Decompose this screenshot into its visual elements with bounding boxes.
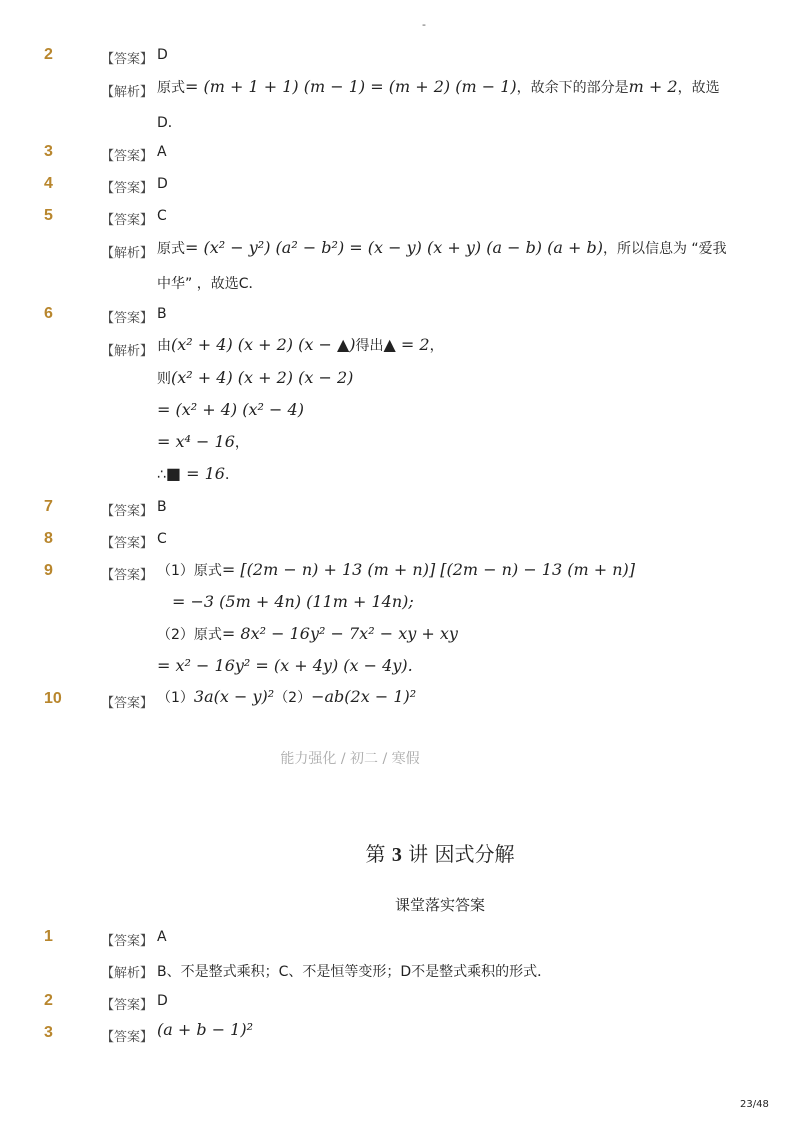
question-number: 4 (44, 175, 53, 192)
answer-tag: 【答案】 (101, 696, 154, 711)
analysis-text: ，故选 (677, 80, 720, 96)
answer-tag: 【答案】 (101, 1030, 154, 1045)
answer-value: A (157, 929, 167, 945)
analysis-line (157, 432, 249, 452)
answer-math: = −3 (5m + 4n) (11m + 14n); (172, 592, 414, 611)
analysis-line (157, 400, 304, 419)
answer-value: D (157, 993, 168, 1009)
question-number: 3 (44, 143, 53, 160)
analysis-line (157, 368, 353, 388)
question-number: 2 (44, 46, 53, 63)
analysis-text: 原式 (157, 241, 185, 257)
answer-line (157, 656, 413, 675)
answer-tag: 【答案】 (101, 149, 154, 164)
analysis-tag: 【解析】 (101, 966, 154, 981)
lecture-title-pre: 第 (365, 842, 386, 866)
analysis-math: m + 2 (628, 77, 678, 96)
answer-tag: 【答案】 (101, 213, 154, 228)
answer-tag: 【答案】 (101, 536, 154, 551)
lecture-number: 3 (391, 844, 402, 866)
question-number: 7 (44, 498, 53, 515)
analysis-text: ， (429, 338, 444, 354)
answer-tag: 【答案】 (101, 52, 154, 67)
analysis-text: 由 (157, 338, 171, 354)
answer-tag: 【答案】 (101, 998, 154, 1013)
analysis-math: = (x² − y²) (a² − b²) = (x − y) (x + y) (a − b) (a + b) (185, 238, 603, 257)
answer-value: D (157, 47, 168, 63)
analysis-text: 则 (157, 371, 171, 387)
analysis-math: = x⁴ − 16 (157, 432, 235, 451)
analysis-text: ． (224, 467, 239, 483)
question-number: 3 (44, 1024, 53, 1041)
answer-line (157, 624, 458, 644)
analysis-text: 得出 (355, 338, 384, 354)
answer-value: C (157, 531, 167, 547)
analysis-line: D． (157, 115, 182, 131)
answer-line (172, 592, 414, 611)
answer-text: （2） (274, 690, 312, 706)
analysis-text: ， (234, 435, 249, 451)
answer-math: = 8x² − 16y² − 7x² − xy + xy (221, 624, 458, 643)
answer-text: （1）原式 (157, 563, 222, 579)
answer-text: （1） (157, 690, 194, 706)
answer-value: B (157, 306, 167, 322)
question-number: 10 (44, 690, 62, 707)
question-number: 9 (44, 562, 53, 579)
lecture-title-post: 讲 因式分解 (408, 842, 515, 866)
analysis-tag: 【解析】 (101, 85, 154, 100)
analysis-math: ▲ = 2 (383, 335, 430, 354)
answer-math: (a + b − 1)² (157, 1020, 254, 1039)
analysis-line (157, 77, 720, 97)
analysis-line (157, 238, 727, 258)
answer-line (157, 687, 416, 707)
analysis-tag: 【解析】 (101, 246, 154, 261)
analysis-math: = (x² + 4) (x² − 4) (157, 400, 304, 419)
answer-math: = x² − 16y² = (x + 4y) (x − 4y). (157, 656, 413, 675)
answer-tag: 【答案】 (101, 504, 154, 519)
analysis-math: ■ = 16 (165, 464, 225, 483)
analysis-line (157, 335, 444, 355)
analysis-line: 中华” ，故选C． (157, 276, 263, 292)
answer-tag: 【答案】 (101, 311, 154, 326)
answer-value: D (157, 176, 168, 192)
question-number: 1 (44, 928, 53, 945)
analysis-math: = (m + 1 + 1) (m − 1) = (m + 2) (m − 1) (185, 77, 517, 96)
answer-value: C (157, 208, 167, 224)
question-number: 2 (44, 992, 53, 1009)
question-number: 5 (44, 207, 53, 224)
answer-tag: 【答案】 (101, 181, 154, 196)
analysis-text: B、不是整式乘积；C、不是恒等变形；D不是整式乘积的形式． (157, 964, 552, 980)
answer-math: = [(2m − n) + 13 (m + n)] [(2m − n) − 13 (m + n)] (221, 560, 636, 579)
analysis-text: ，所以信息为 “爱我 (602, 241, 727, 257)
answer-tag: 【答案】 (101, 934, 154, 949)
section-title: 课堂落实答案 (394, 896, 485, 914)
analysis-text: ，故余下的部分是 (516, 80, 629, 96)
footer-note: 能力强化 / 初二 / 寒假 (280, 751, 420, 767)
answer-math: 3a(x − y)² (193, 687, 275, 706)
lecture-title (300, 838, 580, 867)
answer-value: A (157, 144, 167, 160)
analysis-line (157, 464, 239, 484)
analysis-tag: 【解析】 (101, 344, 154, 359)
page-number: 23/48 (740, 1099, 769, 1110)
answer-tag: 【答案】 (101, 568, 154, 583)
answer-value: B (157, 499, 167, 515)
answer-math: −ab(2x − 1)² (311, 687, 417, 706)
answer-line (157, 560, 635, 580)
analysis-math: (x² + 4) (x + 2) (x − ▲) (171, 335, 356, 354)
answer-text: （2）原式 (157, 627, 222, 643)
question-number: 6 (44, 305, 53, 322)
question-number: 8 (44, 530, 53, 547)
header-mark: - (422, 18, 426, 31)
analysis-math: (x² + 4) (x + 2) (x − 2) (171, 368, 354, 387)
analysis-text: ∴ (157, 467, 166, 483)
analysis-text: 原式 (157, 80, 185, 96)
